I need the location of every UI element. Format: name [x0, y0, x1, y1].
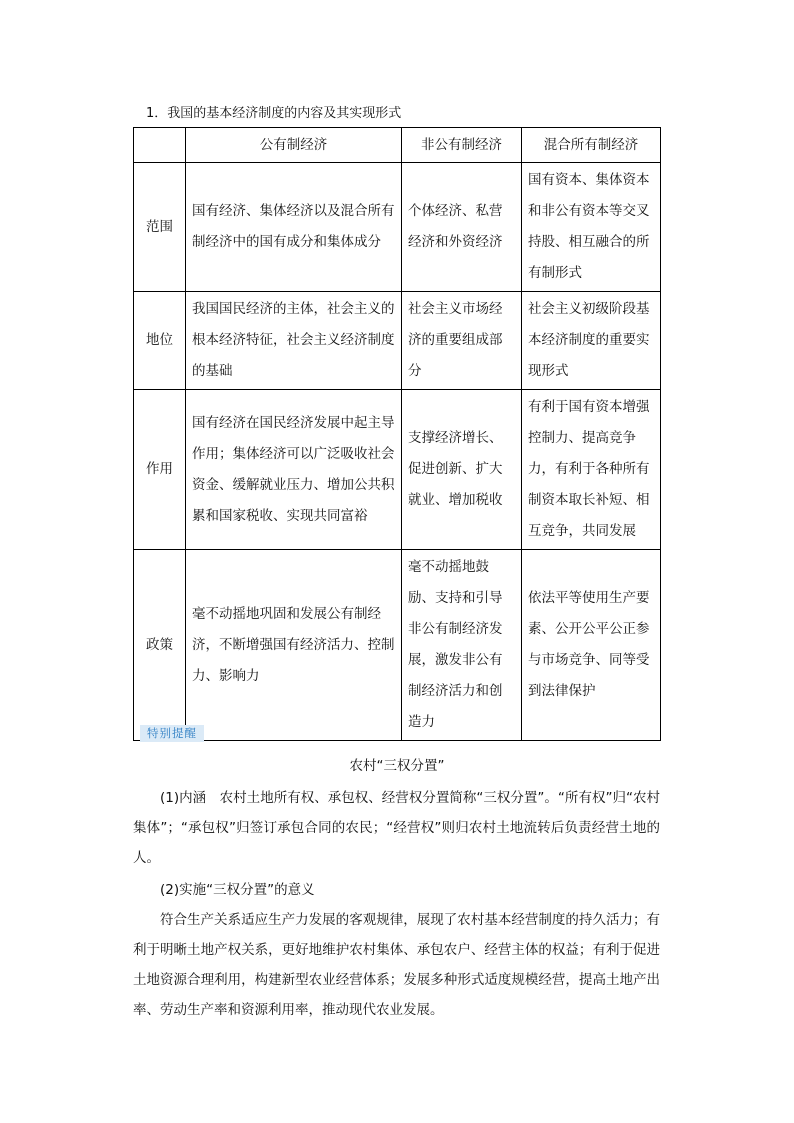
- table-cell: 支撑经济增长、促进创新、扩大就业、增加税收: [402, 390, 522, 550]
- paragraph-subheading: (2)实施“三权分置”的意义: [160, 882, 315, 898]
- section-heading: 1．我国的基本经济制度的内容及其实现形式: [146, 106, 402, 121]
- table-cell: 国有经济在国民经济发展中起主导作用；集体经济可以广泛吸收社会资金、缓解就业压力、增加公共积累和国家税收、实现共同富裕: [186, 390, 402, 550]
- table-row: [134, 390, 661, 550]
- table-cell: 国有资本、集体资本和非公有资本等交叉持股、相互融合的所有制形式: [522, 163, 661, 292]
- table-cell: 有利于国有资本增强控制力、提高竞争力，有利于各种所有制资本取长补短、相互竞争，共同发展: [522, 390, 661, 550]
- paragraph-definition: (1)内涵 农村土地所有权、承包权、经营权分置简称“三权分置”。“所有权”归“农村集体”；“承包权”归签订承包合同的农民；“经营权”则归农村土地流转后负责经营土地的人。: [133, 790, 660, 866]
- table-header-public: 公有制经济: [186, 128, 402, 163]
- row-label: 作用: [134, 390, 186, 550]
- table-header-row: [134, 128, 661, 163]
- paragraph-significance: 符合生产关系适应生产力发展的客观规律，展现了农村基本经营制度的持久活力；有利于明晰土地产权关系，更好地维护农村集体、承包农户、经营主体的权益；有利于促进土地资源合理利用，构建新型农业经营体系；发展多种形式适度规模经营，提高土地产出率、劳动生产率和资源利用率，推动现代农业发展。: [133, 912, 660, 1018]
- tip-badge: 特别提醒: [140, 725, 204, 742]
- table-cell: 我国国民经济的主体，社会主义的根本经济特征，社会主义经济制度的基础: [186, 292, 402, 390]
- table-cell: 个体经济、私营经济和外资经济: [402, 163, 522, 292]
- section-title: 农村“三权分置”: [349, 758, 445, 774]
- table-header-empty: [134, 128, 186, 163]
- table-cell: 毫不动摇地巩固和发展公有制经济，不断增强国有经济活力、控制力、影响力: [186, 550, 402, 741]
- row-label: 政策: [134, 550, 186, 741]
- table-header-nonpublic: 非公有制经济: [402, 128, 522, 163]
- row-label: 范围: [134, 163, 186, 292]
- table-cell: 社会主义市场经济的重要组成部分: [402, 292, 522, 390]
- economic-system-table: [133, 127, 661, 741]
- table-cell: 毫不动摇地鼓励、支持和引导非公有制经济发展，激发非公有制经济活力和创造力: [402, 550, 522, 741]
- table-row: [134, 163, 661, 292]
- row-label: 地位: [134, 292, 186, 390]
- table-row: [134, 550, 661, 741]
- table-header-mixed: 混合所有制经济: [522, 128, 661, 163]
- table-cell: 国有经济、集体经济以及混合所有制经济中的国有成分和集体成分: [186, 163, 402, 292]
- table-cell: 依法平等使用生产要素、公开公平公正参与市场竞争、同等受到法律保护: [522, 550, 661, 741]
- table-row: [134, 292, 661, 390]
- table-cell: 社会主义初级阶段基本经济制度的重要实现形式: [522, 292, 661, 390]
